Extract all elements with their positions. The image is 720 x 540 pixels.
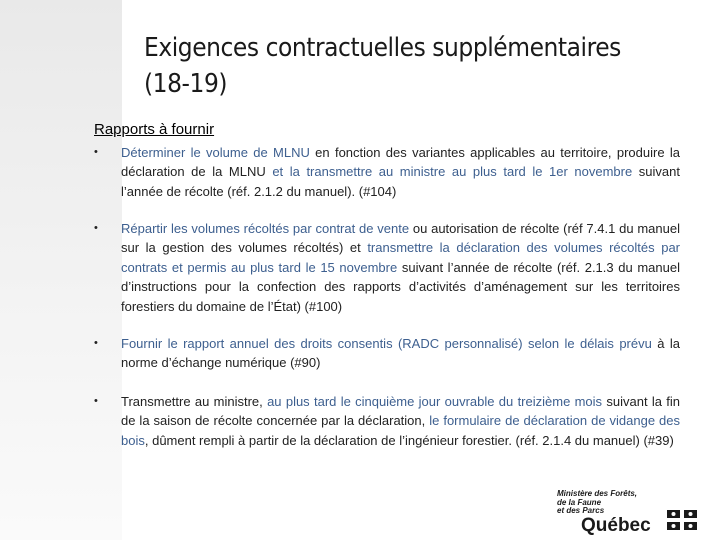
requirement-text	[121, 219, 680, 316]
page-title	[144, 30, 648, 102]
requirement-item	[94, 392, 680, 450]
requirement-item	[94, 143, 680, 201]
fleurdelise-flag-icon	[667, 510, 697, 530]
body-text: ou autorisation de récolte (réf 7.4.1 du manuel sur la gestion des volumes récoltés) et	[121, 221, 680, 256]
body-text: suivant la fin de la saison de récolte concernée par la déclaration,	[121, 394, 681, 429]
highlighted-text: au plus tard le cinquième jour ouvrable du treizième mois	[267, 394, 603, 409]
body-text: à la norme d’échange numérique (#90)	[121, 336, 680, 371]
requirement-text	[121, 143, 680, 201]
requirement-text	[121, 392, 680, 450]
body-text: suivant l’année de récolte (réf. 2.1.2 du manuel). (#104)	[121, 164, 680, 199]
highlighted-text: Répartir les volumes récoltés par contrat de vente	[121, 221, 410, 236]
requirement-item	[94, 219, 680, 316]
logo-ministry-line-2: de la Faune	[557, 497, 602, 507]
body-text: Transmettre au ministre,	[121, 394, 268, 409]
highlighted-text: et la transmettre au ministre au plus tard le 1er novembre	[272, 164, 633, 180]
section-heading: Rapports à fournir	[94, 121, 215, 138]
title-line-2: (18-19)	[144, 69, 228, 99]
bullet-icon: •	[94, 222, 98, 234]
body-text: , dûment rempli à partir de la déclaration de l’ingénieur forestier. (réf. 2.1.4 du manuel) (#39)	[144, 432, 674, 448]
logo-wordmark: Québec	[581, 515, 651, 536]
body-text: en fonction des variantes applicables au territoire, produire la déclaration de la MLNU	[121, 145, 680, 180]
logo-ministry-line-1: Ministère des Forêts,	[557, 489, 638, 498]
title-line-1: Exigences contractuelles supplémentaires	[144, 33, 621, 63]
logo-ministry-line-3: et des Parcs	[557, 506, 605, 515]
requirement-item	[94, 334, 680, 373]
highlighted-text: le formulaire de déclaration de vidange des bois	[121, 413, 681, 448]
highlighted-text: Déterminer le volume de MLNU	[121, 145, 310, 160]
body-text: suivant l’année de récolte (réf. 2.1.3 du manuel d’instructions pour la confection des rapports d’activités d’aménagement sur les territoires forestiers du domaine de l’État) (#100)	[121, 259, 680, 314]
bullet-icon: •	[94, 395, 98, 407]
highlighted-text: Fournir le rapport annuel des droits consentis (RADC personnalisé) selon le délais prévu	[121, 336, 652, 351]
quebec-ministry-logo	[555, 490, 705, 534]
requirement-text	[121, 334, 680, 373]
bullet-icon: •	[94, 337, 98, 349]
highlighted-text: transmettre la déclaration des volumes récoltés par contrats et permis au plus tard le 15 novembre	[121, 240, 681, 275]
bullet-icon: •	[94, 146, 98, 158]
